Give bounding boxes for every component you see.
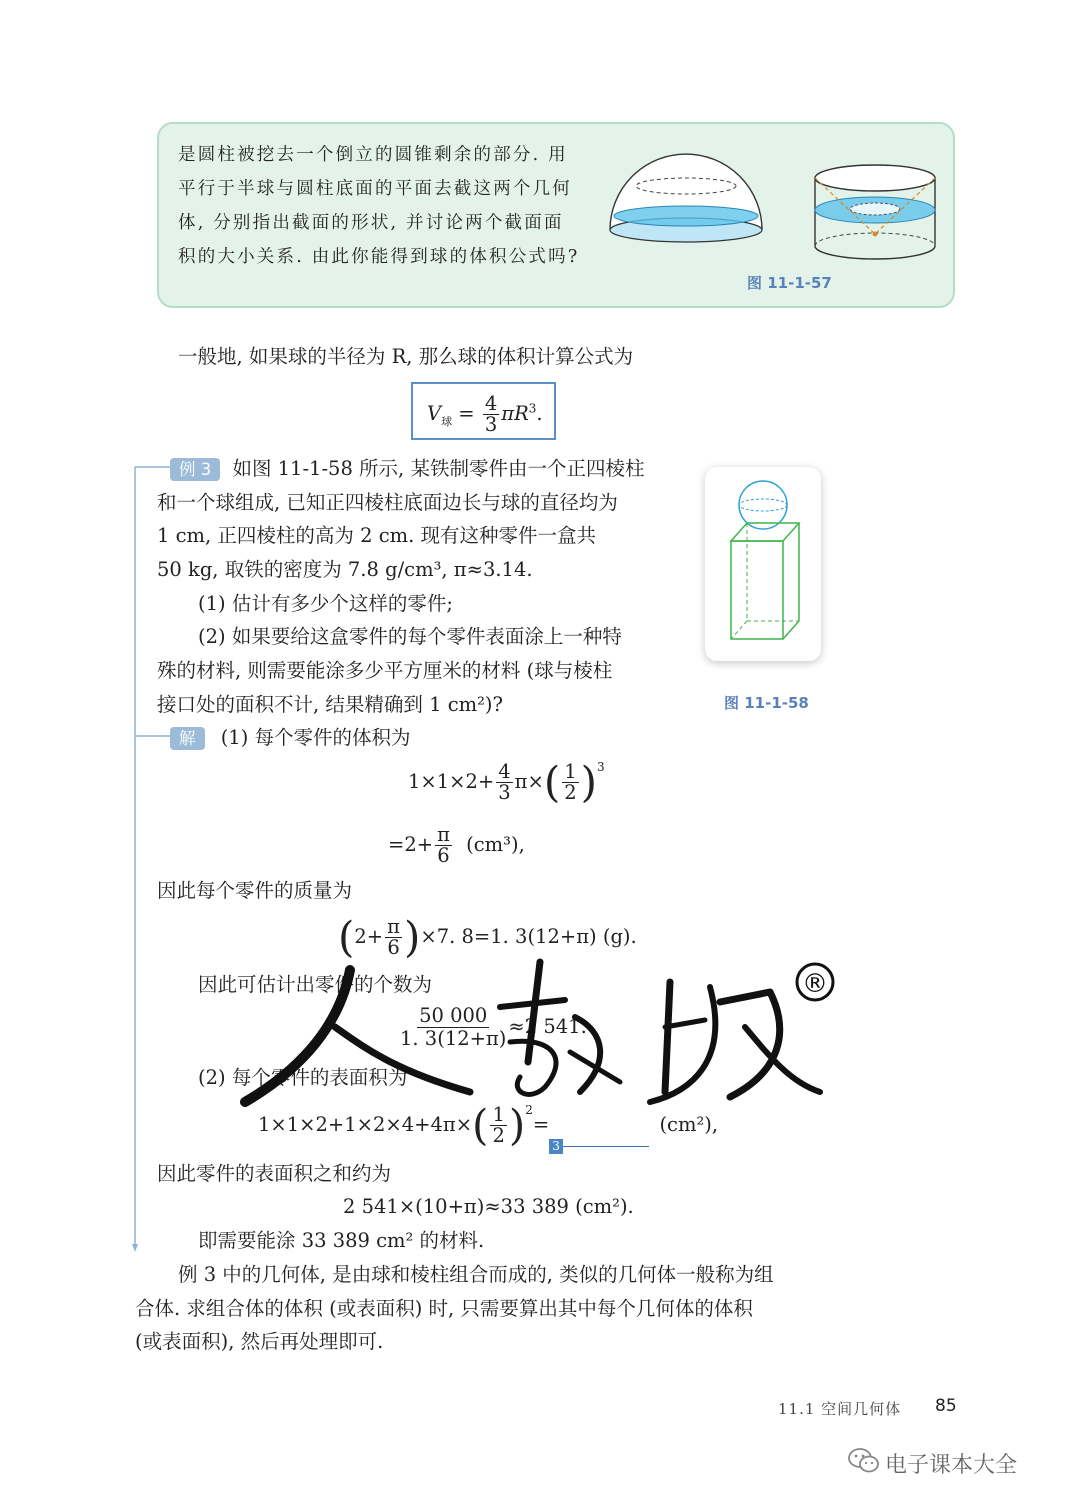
formula-lhs-sub: 球 [441, 414, 453, 428]
eq5-equals: = [532, 1113, 550, 1136]
formula-exp: 3 [528, 401, 537, 416]
eq5-open-paren: ( [472, 1100, 489, 1150]
eq5-close-paren: ) [508, 1100, 526, 1150]
eq3-left: 2+ [354, 925, 384, 948]
eq3-close-paren: ) [403, 912, 421, 962]
total-equation: 2 541×(10+π)≈33 389 (cm²). [343, 1195, 634, 1218]
fill-in-blank[interactable] [549, 1124, 649, 1153]
eq1-den: 3 [498, 781, 511, 804]
page-number: 85 [935, 1396, 957, 1416]
eq1-close-paren: ) [580, 757, 598, 807]
eq1-half [562, 762, 578, 803]
eq5-unit: (cm²), [659, 1113, 719, 1136]
figure-caption-11-1-57: 图 11-1-57 [747, 274, 832, 292]
figure-11-1-57 [608, 150, 938, 270]
formula-lhs: V [427, 402, 442, 425]
formula-rhs: πR [501, 402, 529, 425]
closing-line: 合体. 求组合体的体积 (或表面积) 时, 只需要算出其中每个几何体的体积 [135, 1297, 753, 1320]
eq2-den: 6 [437, 844, 450, 867]
formula-den: 3 [484, 413, 498, 436]
example-line: 和一个球组成, 已知正四棱柱底面边长与球的直径均为 [157, 491, 618, 514]
eq3-num: π [387, 915, 400, 938]
watermark-logo [210, 942, 850, 1117]
eq3-den: 6 [387, 936, 400, 959]
mass-line: 因此每个零件的质量为 [157, 879, 353, 902]
eq1-exp: 3 [597, 759, 605, 774]
exploration-text [178, 138, 579, 274]
closing-line: 例 3 中的几何体, 是由球和棱柱组合而成的, 类似的几何体一般称为组 [178, 1263, 774, 1286]
eq1-half-num: 1 [564, 760, 577, 783]
question-2-line: 接口处的面积不计, 结果精确到 1 cm²)? [157, 693, 503, 716]
eq1-open-paren: ( [543, 757, 561, 807]
solution-step-1: (1) 每个零件的体积为 [220, 726, 411, 749]
formula-num: 4 [484, 392, 498, 415]
eq4-right: ≈2 541. [508, 1015, 587, 1038]
eq4-num: 50 000 [419, 1004, 488, 1027]
example-tag: 例 3 [170, 458, 220, 481]
example-line: 1 cm, 正四棱柱的高为 2 cm. 现有这种零件一盒共 [157, 524, 597, 547]
eq3-right: ×7. 8=1. 3(12+π) (g). [420, 925, 637, 948]
intro-line: 一般地, 如果球的半径为 R, 那么球的体积计算公式为 [178, 345, 634, 368]
eq2-num: π [437, 823, 450, 846]
eq5-half-num: 1 [492, 1103, 505, 1126]
figure-11-1-58-card [705, 467, 821, 661]
blank-number-badge: 3 [549, 1139, 563, 1154]
formula-equals: = [458, 402, 475, 425]
exploration-line: 积的大小关系. 由此你能得到球的体积公式吗? [178, 247, 580, 267]
question-2-line: 殊的材料, 则需要能涂多少平方厘米的材料 (球与棱柱 [157, 659, 613, 682]
solution-step-2: (2) 每个零件的表面积为 [198, 1066, 408, 1089]
solution-tag: 解 [170, 727, 205, 750]
eq2-unit: (cm³), [466, 833, 525, 856]
eq4-den: 1. 3(12+π) [400, 1027, 507, 1050]
eq5-exp: 2 [525, 1102, 533, 1117]
cylinder-shape [815, 165, 935, 259]
eq5-left: 1×1×2+1×2×4+4π× [258, 1113, 473, 1136]
registered-mark: ® [802, 969, 828, 999]
prism-with-sphere-figure [705, 467, 821, 661]
footer-section: 11.1 空间几何体 [778, 1400, 902, 1418]
example-line: 50 kg, 取铁的密度为 7.8 g/cm³, π≈3.14. [157, 558, 533, 581]
count-line: 因此可估计出零件的个数为 [198, 973, 433, 996]
solution-first-line [170, 721, 411, 755]
eq1-mid: π× [514, 770, 544, 793]
example-first-line [170, 452, 644, 486]
formula-fraction [483, 394, 499, 435]
eq2-left: =2+ [388, 833, 434, 856]
volume-equation [408, 757, 605, 807]
exploration-line: 体, 分别指出截面的形状, 并讨论两个截面面 [178, 213, 564, 233]
eq2-fraction [435, 825, 452, 866]
volume-result [388, 823, 525, 867]
total-line: 因此零件的表面积之和约为 [157, 1162, 392, 1185]
eq3-open-paren: ( [338, 912, 355, 962]
eq1-left: 1×1×2+ [408, 770, 495, 793]
question-2-line: (2) 如果要给这盒零件的每个零件表面涂上一种特 [198, 625, 622, 648]
figure-caption-11-1-58: 图 11-1-58 [724, 694, 809, 712]
question-1: (1) 估计有多少个这样的零件; [198, 592, 453, 615]
hemisphere-shape [610, 154, 762, 242]
eq1-num: 4 [498, 760, 511, 783]
sphere-volume-formula [411, 382, 556, 440]
wechat-account-label: 电子课本大全 [885, 1453, 1018, 1478]
example-line: 如图 11-1-58 所示, 某铁制零件由一个正四棱柱 [232, 457, 645, 480]
wechat-icon [847, 1446, 881, 1476]
formula-end: . [536, 402, 543, 425]
conclusion-line: 即需要能涂 33 389 cm² 的材料. [198, 1229, 485, 1252]
eq1-half-den: 2 [564, 781, 577, 804]
closing-line: (或表面积), 然后再处理即可. [135, 1330, 384, 1353]
exploration-line: 平行于半球与圆柱底面的平面去截这两个几何 [178, 179, 572, 199]
eq1-fraction [496, 762, 512, 803]
exploration-line: 是圆柱被挖去一个倒立的圆锥剩余的部分. 用 [178, 145, 568, 165]
eq5-half-den: 2 [492, 1124, 505, 1147]
